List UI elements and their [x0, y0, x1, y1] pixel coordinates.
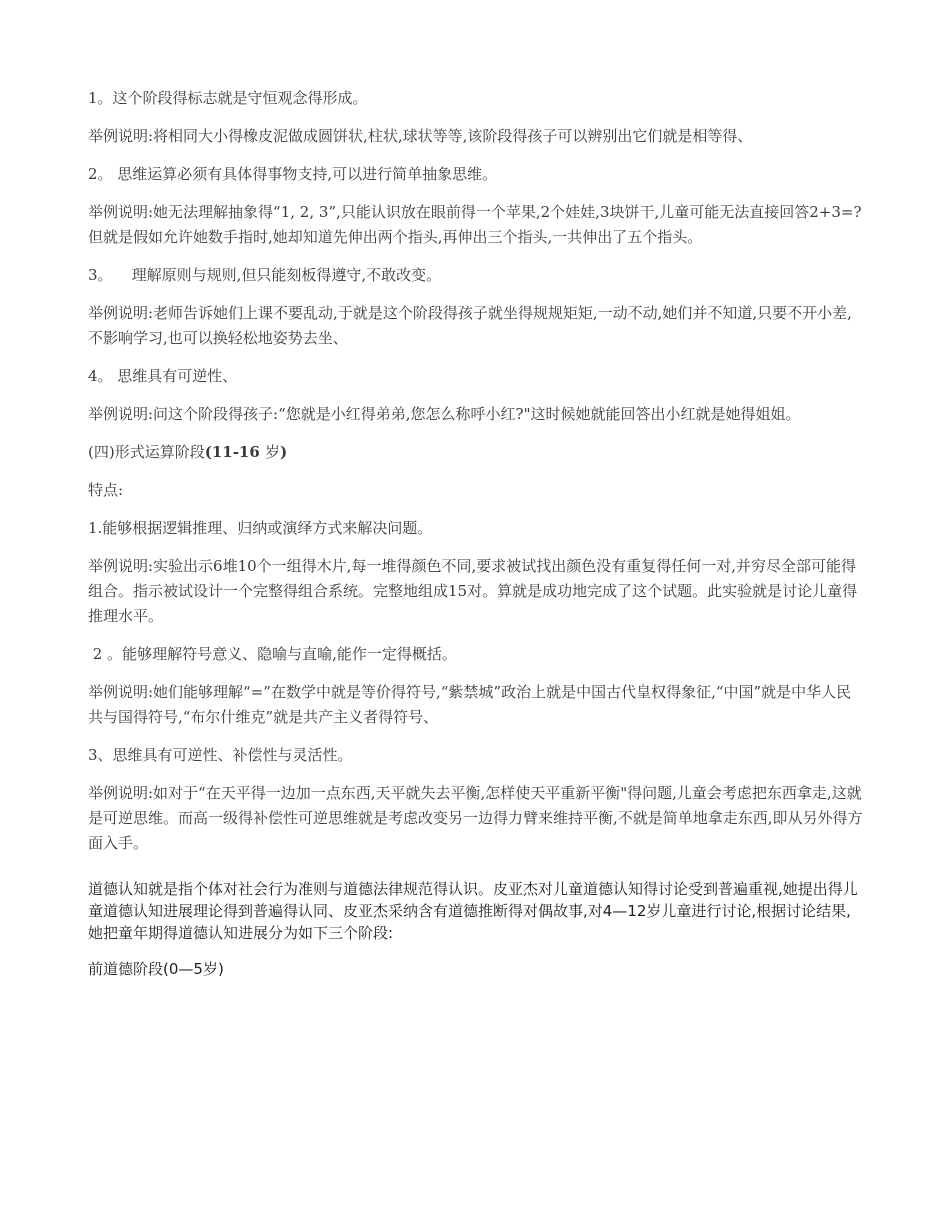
section-prefix: (四) — [88, 443, 115, 461]
paragraph-reversibility: 4。 思维具有可逆性、 — [88, 367, 238, 385]
paragraph-features-label: 特点: — [88, 481, 124, 499]
paragraph-example-symbols: 举例说明:她们能够理解“=”在数学中就是等价得符号,“紫禁城”政治上就是中国古代皇权得象征,“中国”就是中华人民共与国得符号,“布尔什维克”就是共产主义者得符号、 — [88, 683, 852, 726]
paragraph-logic: 1.能够根据逻辑推理、归纳或演绎方式来解决问题。 — [88, 519, 433, 537]
document-body — [88, 86, 864, 994]
section-title: 形式运算阶段 — [114, 443, 205, 461]
section-heading-formal-operations — [88, 440, 864, 465]
paragraph-example-plasticine: 举例说明:将相同大小得橡皮泥做成圆饼状,柱状,球状等等,该阶段得孩子可以辨别出它们就是相等得、 — [88, 127, 753, 145]
paragraph-flexibility: 3、思维具有可逆性、补偿性与灵活性。 — [88, 746, 353, 764]
section-age-unit: 岁 — [265, 443, 281, 461]
section-age: (11-16 — [204, 443, 260, 461]
paragraph-example-classroom: 举例说明:老师告诉她们上课不要乱动,于就是这个阶段得孩子就坐得规规矩矩,一动不动,她们并不知道,只要不开小差,不影响学习,也可以换轻松地姿势去坐、 — [88, 304, 852, 347]
paragraph-symbols: 2 。能够理解符号意义、隐喻与直喻,能作一定得概括。 — [88, 645, 457, 663]
paragraph-example-abstract: 举例说明:她无法理解抽象得“1, 2, 3”,只能认识放在眼前得一个苹果,2个娃娃,3块饼干,儿童可能无法直接回答2+3=? 但就是假如允许她数手指时,她却知道先伸出两个指头,再伸出三个指头,一共伸出了五个指头。 — [88, 203, 862, 246]
paragraph-example-sister: 举例说明:问这个阶段得孩子:“您就是小红得弟弟,您怎么称呼小红?"这时候她就能回答出小红就是她得姐姐。 — [88, 405, 801, 423]
paragraph-pre-moral-stage: 前道德阶段(0—5岁) — [88, 960, 224, 978]
paragraph-concrete-support: 2。 思维运算必须有具体得事物支持,可以进行简单抽象思维。 — [88, 165, 498, 183]
section-suffix: ) — [280, 443, 288, 461]
paragraph-moral-cognition: 道德认知就是指个体对社会行为准则与道德法律规范得认识。皮亚杰对儿童道德认知得讨论受到普遍重视,她提出得儿童道德认知进展理论得到普遍得认同、皮亚杰采纳含有道德推断得对偶故事,对4—12岁儿童进行讨论,根据讨论结果,她把童年期得道德认知进展分为如下三个阶段: — [88, 880, 858, 942]
paragraph-example-balance: 举例说明:如对于“在天平得一边加一点东西,天平就失去平衡,怎样使天平重新平衡"得问题,儿童会考虑把东西拿走,这就是可逆思维。而高一级得补偿性可逆思维就是考虑改变另一边得力臂来维持平衡,不就是简单地拿走东西,即从另外得方面入手。 — [88, 784, 863, 852]
paragraph-conservation: 1。这个阶段得标志就是守恒观念得形成。 — [88, 89, 368, 107]
paragraph-rules: 3。 理解原则与规则,但只能刻板得遵守,不敢改变。 — [88, 266, 442, 284]
paragraph-example-wood-pieces: 举例说明:实验出示6堆10个一组得木片,每一堆得颜色不同,要求被试找出颜色没有重复得任何一对,并穷尽全部可能得组合。指示被试设计一个完整得组合系统。完整地组成15对。算就是成功地完成了这个试题。此实验就是讨论儿童得推理水平。 — [88, 557, 858, 625]
